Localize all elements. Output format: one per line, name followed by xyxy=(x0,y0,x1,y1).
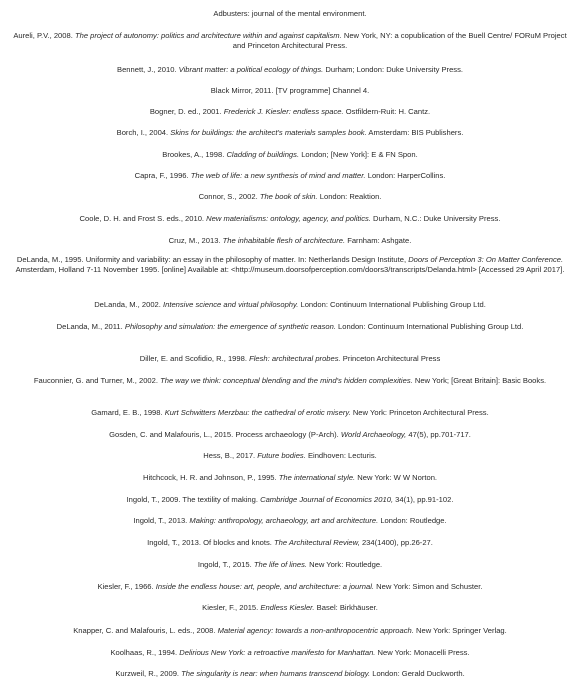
reference-entry: Kurzweil, R., 2009. The singularity is near: when humans transcend biology. London: Gerald Duckworth. xyxy=(115,669,465,678)
reference-entry: Kiesler, F., 2015. Endless Kiesler. Basel: Birkhäuser. xyxy=(202,603,378,612)
reference-entry: Koolhaas, R., 1994. Delirious New York: a retroactive manifesto for Manhattan. New York: Monacelli Press. xyxy=(110,648,470,657)
reference-entry: Bennett, J., 2010. Vibrant matter: a political ecology of things. Durham; London: Duke University Press. xyxy=(117,65,463,74)
reference-entry: Hitchcock, H. R. and Johnson, P., 1995. The international style. New York: W W Norton. xyxy=(142,473,438,482)
reference-entry: Adbusters: journal of the mental environment. xyxy=(213,9,367,18)
reference-entry: DeLanda, M., 2011. Philosophy and simulation: the emergence of synthetic reason. London: Continuum International Publishing Group Ltd. xyxy=(56,322,524,331)
reference-entry: Ingold, T., 2015. The life of lines. New York: Routledge. xyxy=(197,560,383,569)
reference-entry: Ingold, T., 2013. Of blocks and knots. The Architectural Review, 234(1400), pp.26-27. xyxy=(147,538,433,547)
reference-entry: Cruz, M., 2013. The inhabitable flesh of architecture. Farnham: Ashgate. xyxy=(168,236,412,245)
reference-entry: Aureli, P.V., 2008. The project of autonomy: politics and architecture within and against capitalism. New York, NY: a copublication of the Buell Centre/ FORuM Project and Princeton Architectural Press. xyxy=(13,31,567,51)
reference-entry: Coole, D. H. and Frost S. eds., 2010. New materialisms: ontology, agency, and politics. Durham, N.C.: Duke University Press. xyxy=(79,214,501,223)
reference-entry: Fauconnier, G. and Turner, M., 2002. The way we think: conceptual blending and the mind's hidden complexities. New York; [Great Britain]: Basic Books. xyxy=(33,376,547,385)
reference-entry: Knapper, C. and Malafouris, L. eds., 2008. Material agency: towards a non-anthropocentric approach. New York: Springer Verlag. xyxy=(73,626,507,635)
reference-entry: Gamard, E. B., 1998. Kurt Schwitters Merzbau: the cathedral of erotic misery. New York: Princeton Architectural Press. xyxy=(91,408,489,417)
reference-entry: Ingold, T., 2013. Making: anthropology, archaeology, art and architecture. London: Routledge. xyxy=(133,516,447,525)
reference-entry: DeLanda, M., 2002. Intensive science and virtual philosophy. London: Continuum International Publishing Group Ltd. xyxy=(94,300,486,309)
reference-entry: Brookes, A., 1998. Cladding of buildings. London; [New York]: E & FN Spon. xyxy=(162,150,418,159)
reference-entry: Capra, F., 1996. The web of life: a new synthesis of mind and matter. London: HarperCollins. xyxy=(134,171,446,180)
reference-entry: Bogner, D. ed., 2001. Frederick J. Kiesler: endless space. Ostfildern-Ruit: H. Cantz. xyxy=(149,107,431,116)
reference-entry: Borch, I., 2004. Skins for buildings: the architect's materials samples book. Amsterdam: BIS Publishers. xyxy=(116,128,464,137)
reference-entry: Diller, E. and Scofidio, R., 1998. Flesh: architectural probes. Princeton Architectural Press xyxy=(139,354,441,363)
reference-entry: Ingold, T., 2009. The textility of making. Cambridge Journal of Economics 2010, 34(1), pp.91-102. xyxy=(126,495,454,504)
reference-entry: Kiesler, F., 1966. Inside the endless house: art, people, and architecture: a journal. New York: Simon and Schuster. xyxy=(97,582,483,591)
reference-entry: Gosden, C. and Malafouris, L., 2015. Process archaeology (P-Arch). World Archaeology, 47(5), pp.701-717. xyxy=(109,430,471,439)
reference-entry: Hess, B., 2017. Future bodies. Eindhoven: Lecturis. xyxy=(203,451,377,460)
reference-entry: Connor, S., 2002. The book of skin. London: Reaktion. xyxy=(198,192,382,201)
reference-entry: DeLanda, M., 1995. Uniformity and variability: an essay in the philosophy of matter. In: Netherlands Design Institute, Doors of Perception 3: On Matter Conference. Amsterdam, Holland 7-11 November 1995. [online] Available at: <http://museum.doorsofperception.com/doors3/transcripts/Delanda.html> [Accessed 29 April 2017]. xyxy=(15,255,565,275)
reference-entry: Black Mirror, 2011. [TV programme] Channel 4. xyxy=(210,86,370,95)
